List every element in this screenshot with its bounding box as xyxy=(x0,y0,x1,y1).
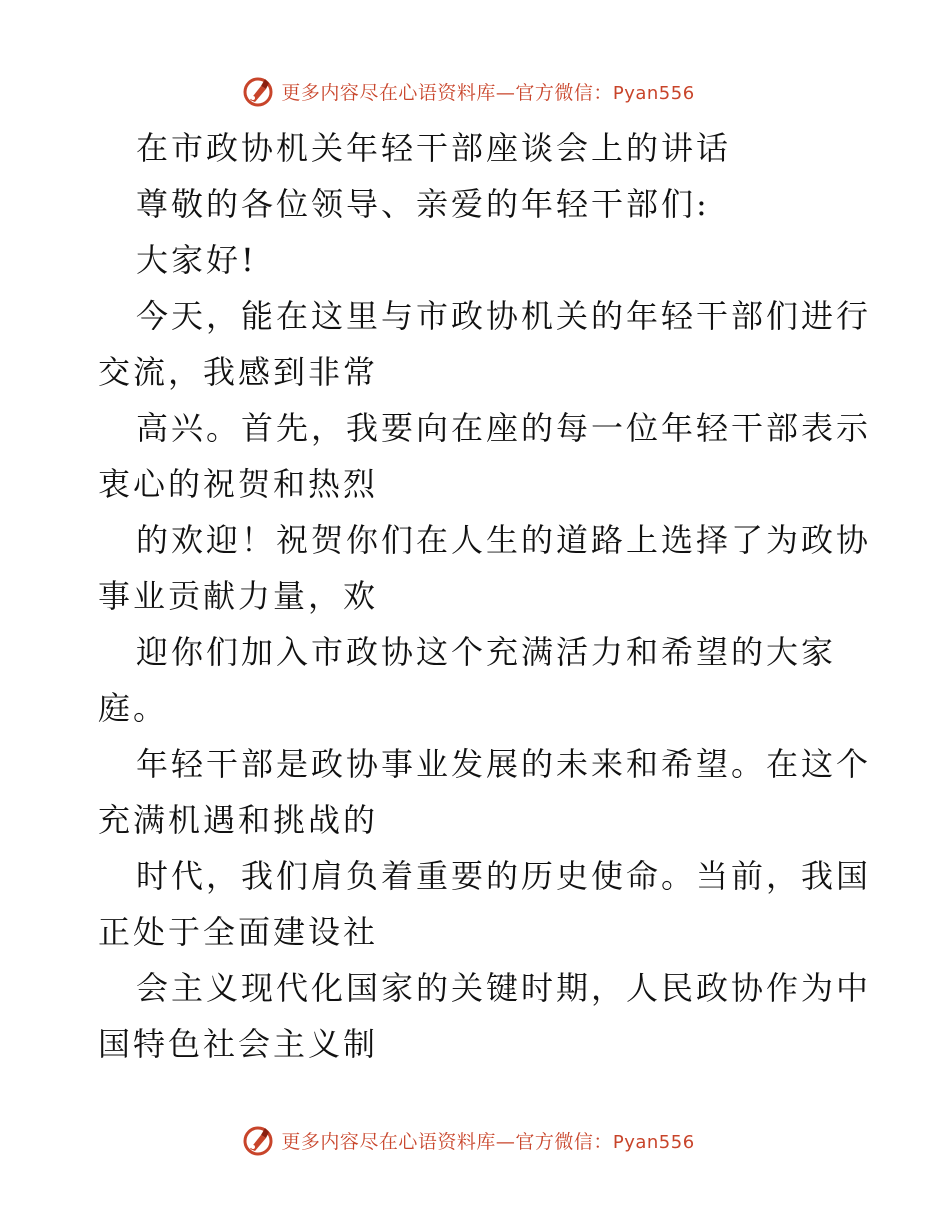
footer-watermark-banner xyxy=(0,1120,950,1160)
footer-watermark-content xyxy=(241,1123,694,1157)
text-line: 交流，我感到非常 xyxy=(98,353,379,391)
header-watermark-banner xyxy=(0,71,950,111)
watermark-text: 更多内容尽在心语资料库—官方微信：Pyan556 xyxy=(281,1130,695,1153)
watermark-handle: Pyan556 xyxy=(612,1131,695,1153)
text-line: 大家好! xyxy=(136,241,257,279)
text-line: 事业贡献力量，欢 xyxy=(98,577,379,615)
text-line: 年轻干部是政协事业发展的未来和希望。在这个 xyxy=(136,745,872,783)
text-line: 高兴。首先，我要向在座的每一位年轻干部表示 xyxy=(136,409,872,447)
text-line: 迎你们加入市政协这个充满活力和希望的大家 xyxy=(136,633,837,671)
watermark-handle: Pyan556 xyxy=(612,82,695,104)
text-line: 在市政协机关年轻干部座谈会上的讲话 xyxy=(136,129,732,167)
document-body xyxy=(98,120,872,1072)
text-line: 国特色社会主义制 xyxy=(98,1025,379,1063)
text-line: 充满机遇和挑战的 xyxy=(98,801,379,839)
text-line: 正处于全面建设社 xyxy=(98,913,379,951)
text-line: 尊敬的各位领导、亲爱的年轻干部们: xyxy=(136,185,710,223)
text-line: 庭。 xyxy=(98,689,169,727)
text-line: 今天，能在这里与市政协机关的年轻干部们进行 xyxy=(136,297,872,335)
header-watermark-content xyxy=(241,74,694,108)
text-line: 衷心的祝贺和热烈 xyxy=(98,465,379,503)
text-line: 会主义现代化国家的关键时期，人民政协作为中 xyxy=(136,969,872,1007)
text-line: 时代，我们肩负着重要的历史使命。当前，我国 xyxy=(136,857,872,895)
pen-logo-icon xyxy=(241,1123,275,1157)
text-line: 的欢迎！祝贺你们在人生的道路上选择了为政协 xyxy=(136,521,872,559)
pen-logo-icon xyxy=(241,74,275,108)
watermark-text: 更多内容尽在心语资料库—官方微信：Pyan556 xyxy=(281,81,695,104)
